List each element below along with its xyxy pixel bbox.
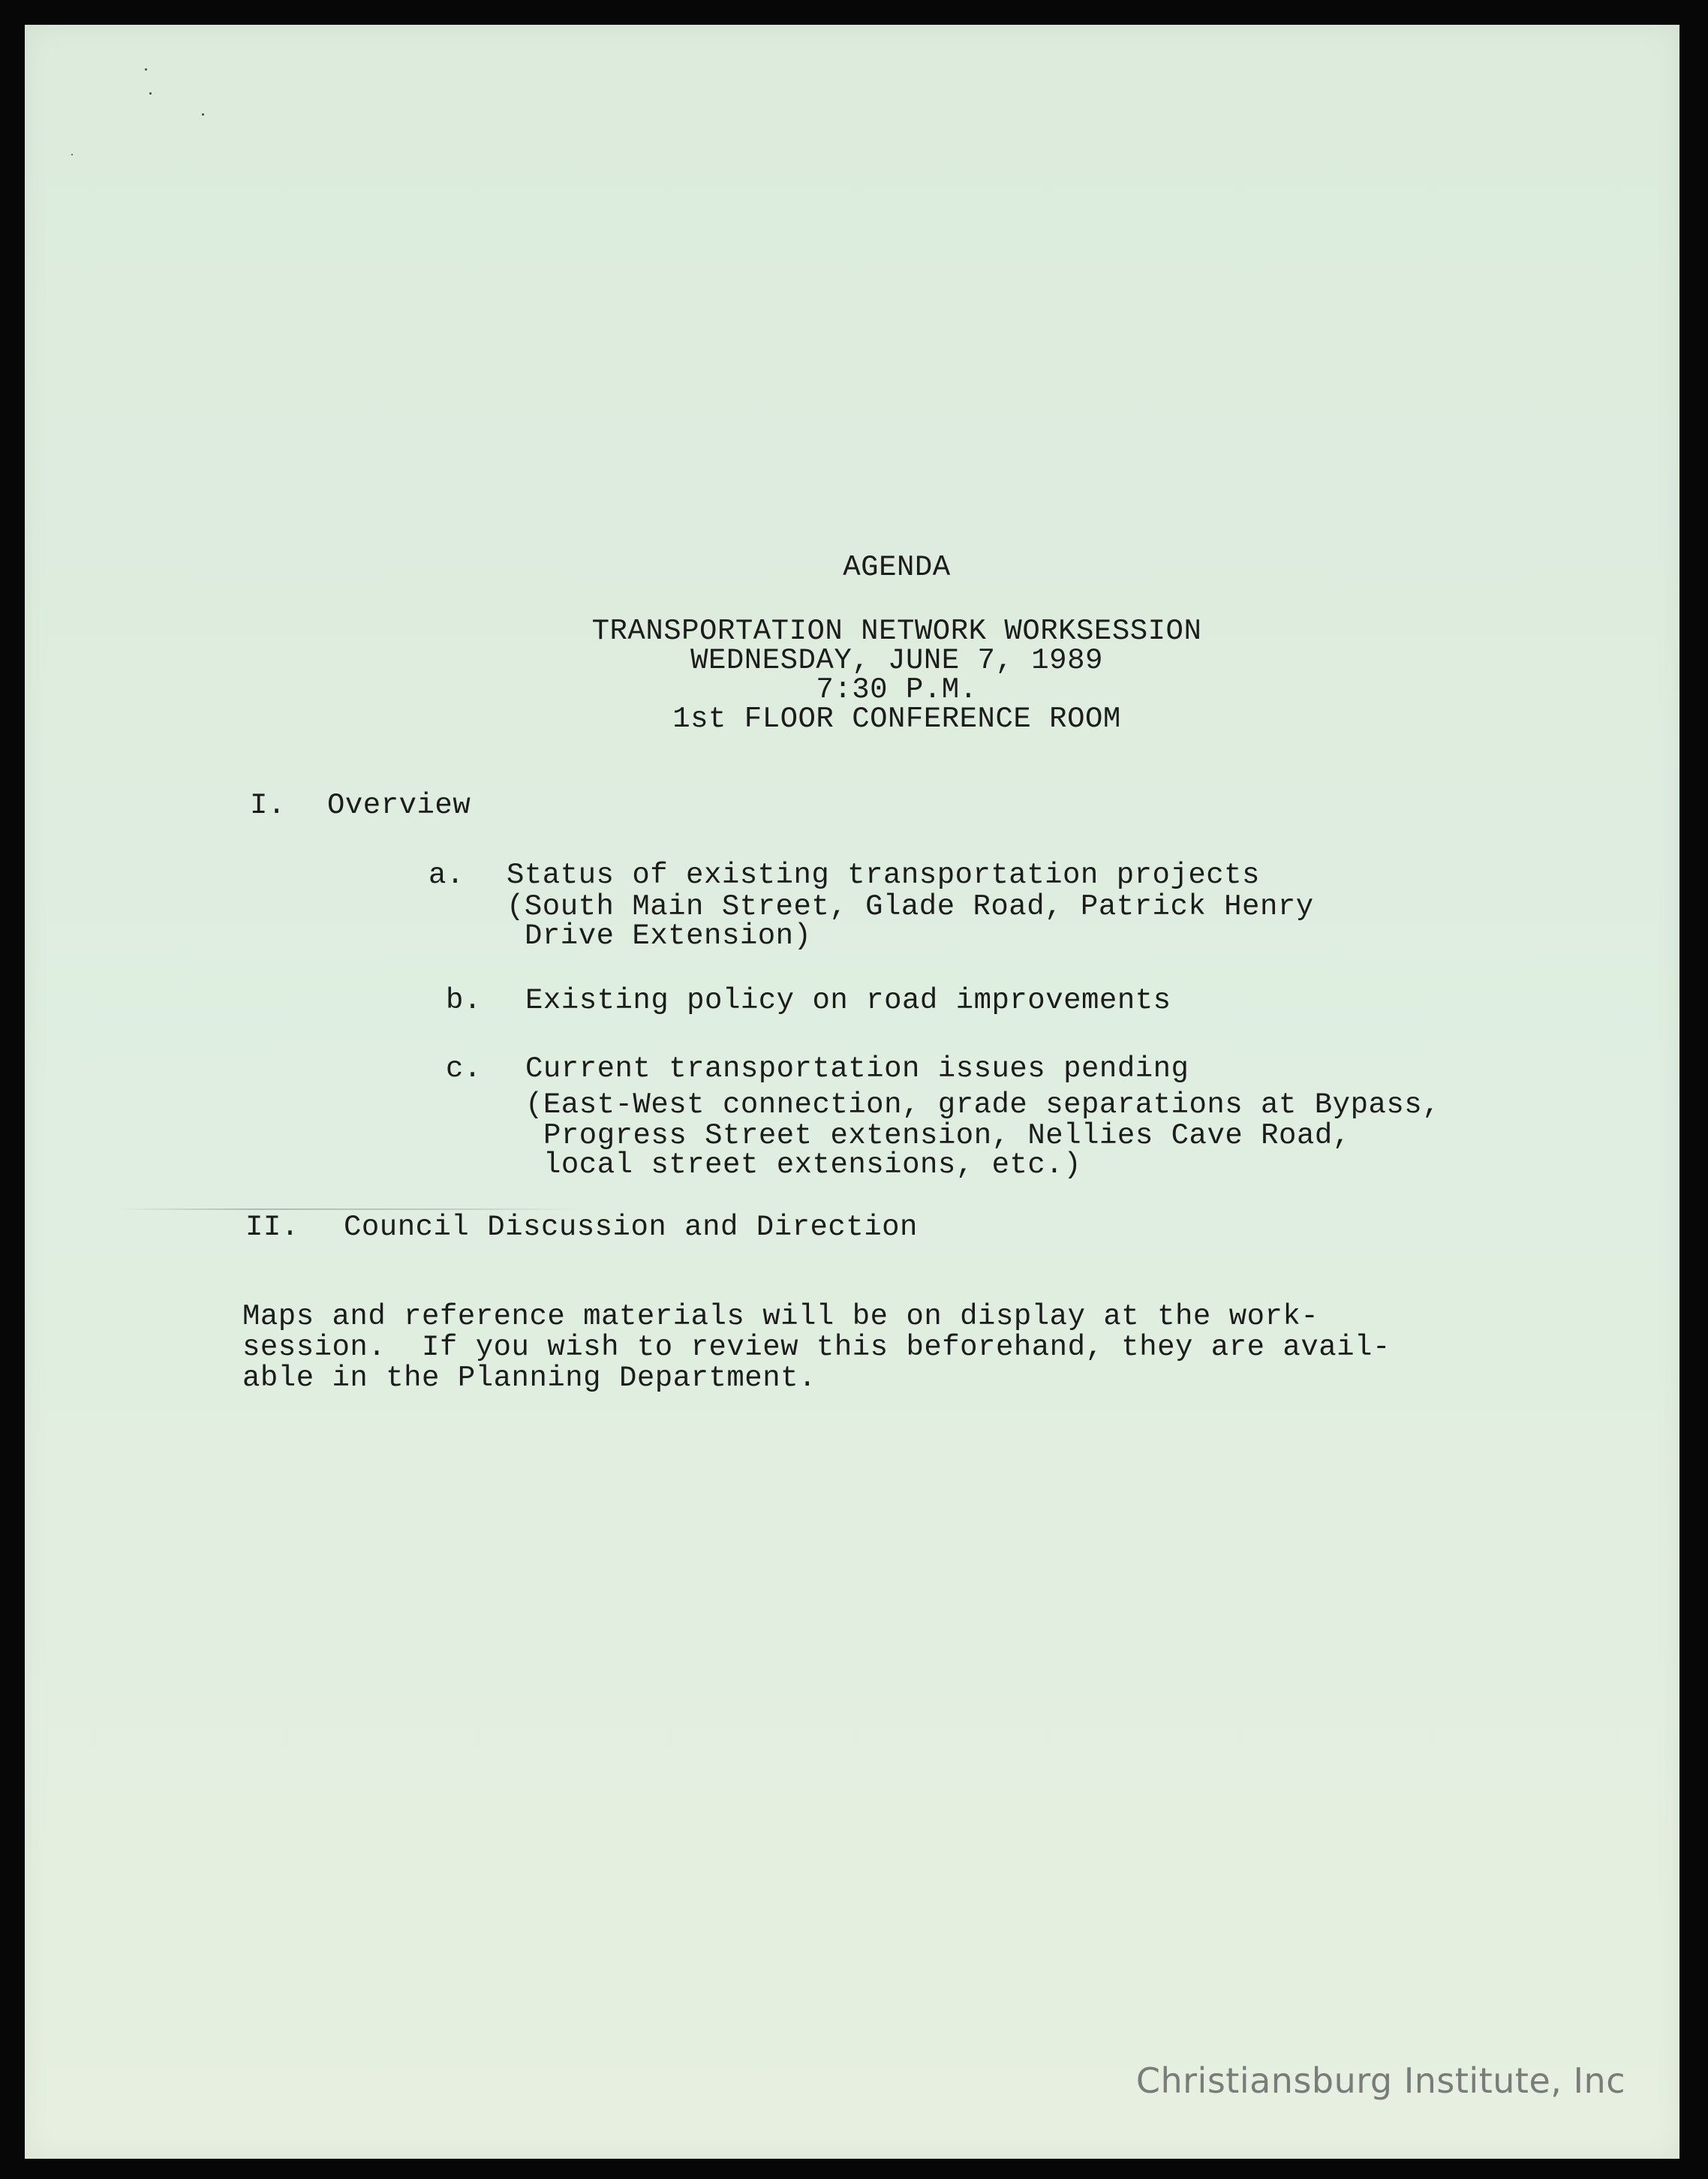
subitem-letter-b: b.: [446, 984, 482, 1017]
subitem-letter-a: a.: [429, 859, 465, 892]
note-line2: session. If you wish to review this beforehand, they are avail-: [242, 1331, 1391, 1364]
subitem-c-line1: Current transportation issues pending: [525, 1052, 1189, 1085]
fold-mark: [115, 1208, 580, 1210]
agenda-title: AGENDA: [843, 551, 951, 584]
meeting-name: TRANSPORTATION NETWORK WORKSESSION: [591, 615, 1202, 648]
subitem-c-line2: (East-West connection, grade separations at Bypass,: [525, 1088, 1441, 1121]
subitem-c-line3: Progress Street extension, Nellies Cave Road,: [543, 1119, 1351, 1152]
subitem-c-line4: local street extensions, etc.): [543, 1148, 1082, 1181]
subitem-a-line1: Status of existing transportation projects: [507, 859, 1260, 892]
subitem-a-line3: Drive Extension): [525, 919, 812, 953]
archive-watermark: Christiansburg Institute, Inc: [1135, 2060, 1625, 2101]
subitem-letter-c: c.: [446, 1052, 482, 1085]
item-label-overview: Overview: [327, 789, 471, 822]
subitem-b-line1: Existing policy on road improvements: [525, 984, 1171, 1017]
item-number-1: I.: [250, 789, 286, 822]
item-label-council: Council Discussion and Direction: [344, 1211, 918, 1244]
note-line3: able in the Planning Department.: [242, 1362, 816, 1395]
meeting-time: 7:30 P.M.: [816, 673, 978, 706]
subitem-a-line2: (South Main Street, Glade Road, Patrick Henry: [507, 890, 1314, 923]
meeting-location: 1st FLOOR CONFERENCE ROOM: [672, 703, 1121, 736]
paper-speck: [202, 113, 204, 116]
paper-speck: [145, 68, 147, 71]
paper-speck: [71, 154, 73, 155]
note-line1: Maps and reference materials will be on display at the work-: [242, 1300, 1319, 1333]
paper-speck: [149, 92, 152, 95]
item-number-2: II.: [245, 1211, 299, 1244]
meeting-date: WEDNESDAY, JUNE 7, 1989: [690, 644, 1103, 677]
